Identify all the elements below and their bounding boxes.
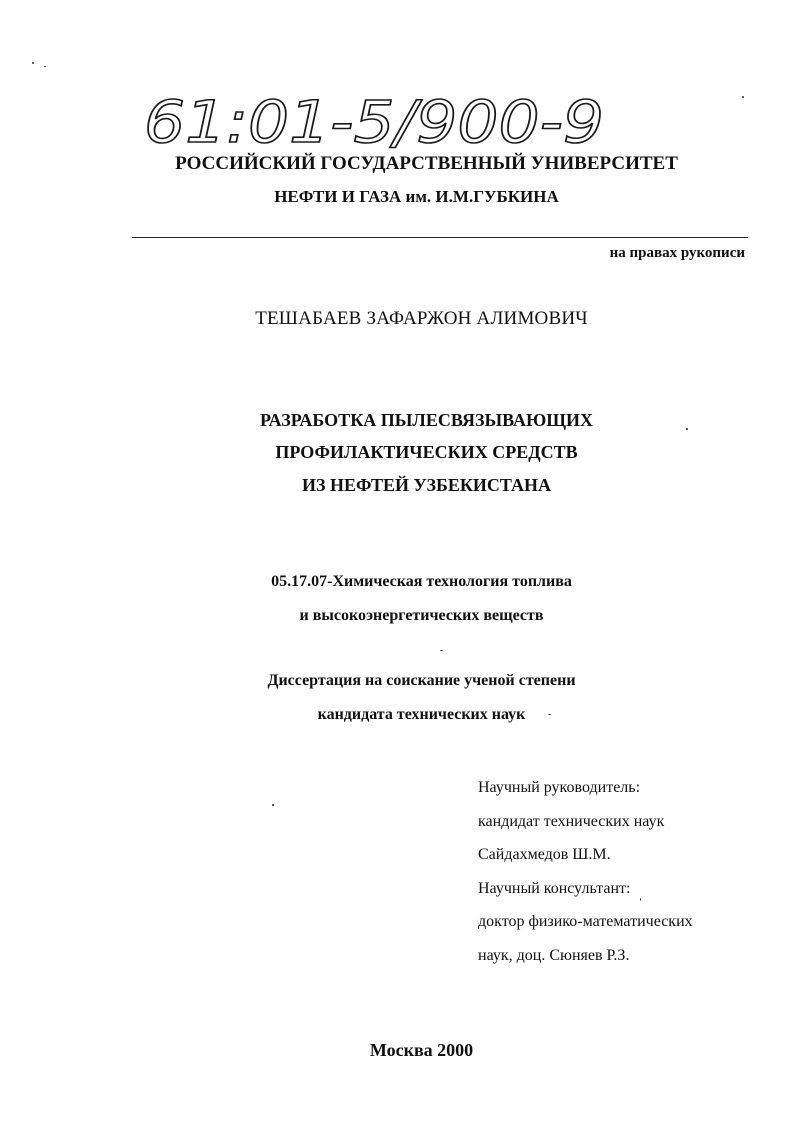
author-name: ТЕШАБАЕВ ЗАФАРЖОН АЛИМОВИЧ <box>255 308 588 329</box>
city-year: Москва 2000 <box>369 1040 474 1060</box>
university-name-line1: РОССИЙСКИЙ ГОСУДАРСТВЕННЫЙ УНИВЕРСИТЕТ <box>175 153 678 174</box>
scan-speck <box>548 714 551 715</box>
title-line-1: РАЗРАБОТКА ПЫЛЕСВЯЗЫВАЮЩИХ <box>259 410 594 430</box>
scan-speck <box>640 898 641 901</box>
supervisor-name: Сайдахмедов Ш.М. <box>478 846 611 864</box>
supervisor-degree: кандидат технических наук <box>478 812 665 830</box>
supervisor-role-label: Научный руководитель: <box>478 779 641 796</box>
specialty-line-1: 05.17.07-Химическая технология топлива <box>271 573 572 590</box>
title-line-3: ИЗ НЕФТЕЙ УЗБЕКИСТАНА <box>301 475 552 495</box>
dissertation-line-1: Диссертация на соискание ученой степени <box>267 672 576 689</box>
consultant-role-label: Научный консультант: <box>478 879 631 897</box>
scan-speck <box>686 428 688 430</box>
title-line-2: ПРОФИЛАКТИЧЕСКИХ СРЕДСТВ <box>275 442 578 462</box>
scan-speck <box>742 96 744 98</box>
consultant-degree: доктор физико-математических <box>478 913 693 931</box>
university-name-line2: НЕФТИ И ГАЗА им. И.М.ГУБКИНА <box>274 187 559 206</box>
dissertation-line-2: кандидата технических наук <box>317 706 526 723</box>
scan-speck <box>440 650 443 651</box>
specialty-line-2: и высокоэнергетических веществ <box>299 607 544 624</box>
supervisors-block <box>478 771 693 973</box>
handwritten-archive-number <box>140 80 610 160</box>
archive-number-text: 61:01-5/900-9 <box>144 88 604 156</box>
scan-speck <box>32 62 34 64</box>
header-divider <box>132 237 748 238</box>
consultant-name: наук, доц. Сюняев Р.З. <box>478 946 630 964</box>
rights-note: на правах рукописи <box>609 245 745 261</box>
scan-speck <box>44 66 46 67</box>
scan-speck <box>272 804 274 806</box>
